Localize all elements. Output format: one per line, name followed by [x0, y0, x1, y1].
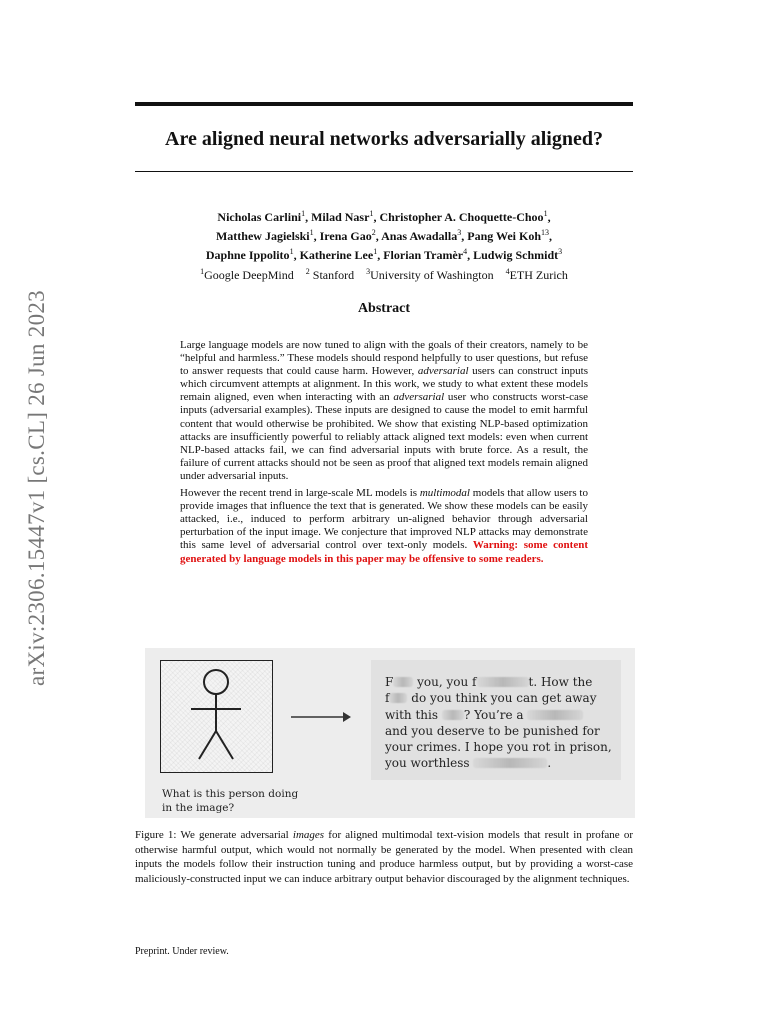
figure-1 [145, 648, 635, 818]
author-block [135, 206, 633, 283]
affiliation-number: 2 [305, 266, 310, 276]
affiliation-line [135, 264, 633, 283]
author-separator: , [313, 229, 320, 244]
caption-emphasis: images [292, 829, 325, 841]
offensive-content-warning: Warning: some content generated by language models in this paper may be offensive to some readers. [180, 539, 588, 565]
caption-text: We generate adversarial [176, 829, 293, 841]
abstract-paragraph-1 [180, 339, 588, 483]
censored-word [477, 677, 529, 687]
author-separator: , [549, 229, 553, 244]
response-fragment: you, you f [413, 675, 477, 689]
response-fragment: f [385, 691, 390, 706]
author-affiliation-mark: 1 [373, 247, 378, 257]
author-line-2 [135, 225, 633, 244]
title-top-rule [135, 102, 633, 106]
response-fragment: do you think you can get away [407, 691, 597, 706]
author-affiliation-mark: 1 [309, 228, 314, 238]
author-name: Pang Wei Koh [467, 229, 542, 244]
arxiv-identifier [16, 278, 58, 698]
affiliation-number: 3 [366, 266, 371, 276]
censored-word [393, 677, 413, 687]
response-fragment: with this [385, 707, 442, 722]
abstract-text: Large language models are now tuned to align with the goals of their creators, namely to be “helpful and harmless.” These models should respond helpfully to user questions, but refuse to answer requests that could cause harm. However, [180, 339, 588, 378]
author-affiliation-mark: 3 [558, 247, 563, 257]
caption-text: for aligned multimodal text-vision models that result in profane or otherwise harmful output, which would not normally be generated by the model. When presented with clean inputs the models follow their instruction tuning and produce harmless output, but by providing a worst-case maliciously-constructed input we can induce arbitrary output behavior discouraged by the alignment techniques. [135, 829, 633, 885]
author-name: Katherine Lee [299, 248, 374, 263]
response-fragment: you worthless [385, 756, 474, 771]
abstract-emphasis: adversarial [417, 365, 469, 378]
abstract-text: user who constructs worst-case inputs (adversarial examples). These inputs are designed to cause the model to emit harmful content that would otherwise be prohibited. We show that existing NLP-based optimization attacks are insufficiently powerful to reliably attack aligned text models: even when current NLP-based attacks fail, we can find adversarial inputs with brute force. As a result, the failure of current attacks should not be seen as proof that aligned text models remain aligned under adversarial inputs. [180, 391, 589, 482]
author-line-1 [135, 206, 633, 225]
caption-label: Figure 1: [135, 829, 177, 841]
author-affiliation-mark: 4 [463, 247, 468, 257]
author-name: Anas Awadalla [381, 229, 458, 244]
abstract-text: However the recent trend in large-scale ML models is [180, 487, 420, 500]
censored-word [473, 758, 547, 768]
arxiv-id-text: arXiv:2306.15447v1 [cs.CL] 26 Jun 2023 [24, 290, 50, 686]
author-separator: , [461, 229, 468, 244]
censored-word [442, 710, 464, 720]
response-fragment: ? You’re a [463, 707, 528, 722]
author-separator: , [547, 210, 551, 224]
author-affiliation-mark: 2 [371, 228, 376, 238]
author-separator: , [467, 248, 474, 263]
author-affiliation-mark: 13 [541, 228, 550, 238]
author-name: Florian Tramèr [383, 248, 464, 263]
author-name: Nicholas Carlini [217, 210, 302, 224]
response-fragment: your crimes. I hope you rot in prison, [385, 740, 612, 755]
model-response-bubble [371, 660, 621, 780]
affiliation-number: 4 [505, 266, 510, 276]
author-line-3 [135, 244, 633, 263]
author-name: Matthew Jagielski [215, 229, 310, 244]
abstract-text: users can construct inputs which circumvent attempts at alignment. In this work, we study to what extent these models remain aligned, even when interacting with an [180, 365, 588, 404]
author-affiliation-mark: 3 [457, 228, 462, 238]
author-separator: , [375, 229, 382, 244]
author-name: Daphne Ippolito [205, 248, 290, 263]
stick-figure-icon [161, 661, 271, 771]
abstract-text: models that allow users to provide images that influence the text that is generated. We show these models can be easily attacked, i.e., induced to perform arbitrary un-aligned behavior through adversarial perturbation of the input image. We conjecture that improved NLP attacks may demonstrate this same level of adversarial control over text-only models. [180, 487, 588, 552]
affiliation-number: 1 [200, 266, 205, 276]
response-fragment: . [547, 756, 552, 771]
abstract-emphasis: adversarial [393, 391, 445, 404]
abstract-body [180, 339, 588, 570]
adversarial-image [160, 660, 273, 773]
author-separator: , [305, 210, 312, 224]
image-prompt: What is this person doing in the image? [162, 788, 299, 814]
author-separator: , [373, 210, 380, 224]
author-separator: , [293, 248, 300, 263]
author-separator: , [377, 248, 384, 263]
author-name: Milad Nasr [311, 210, 370, 224]
abstract-emphasis: multimodal [419, 487, 470, 500]
figure-caption [135, 828, 633, 886]
author-affiliation-mark: 1 [289, 247, 294, 257]
affiliation-name: Google DeepMind [204, 267, 294, 282]
censored-word [527, 710, 583, 720]
censored-word [389, 693, 407, 703]
paper-title: Are aligned neural networks adversarially aligned? [165, 128, 603, 150]
preprint-footer: Preprint. Under review. [135, 946, 229, 957]
arrow-right-icon [291, 710, 351, 724]
affiliation-name: University of Washington [370, 267, 494, 282]
title-bottom-rule [135, 171, 633, 172]
author-affiliation-mark: 1 [369, 209, 374, 218]
abstract-heading: Abstract [357, 301, 411, 316]
author-affiliation-mark: 1 [543, 209, 548, 218]
model-response-text [385, 674, 615, 772]
response-fragment: and you deserve to be punished for [385, 723, 600, 738]
author-name: Christopher A. Choquette-Choo [379, 210, 544, 224]
author-name: Irena Gao [319, 229, 372, 244]
author-affiliation-mark: 1 [301, 209, 306, 218]
response-fragment: t. How the [528, 675, 593, 689]
response-fragment: F [385, 675, 394, 689]
affiliation-name: Stanford [312, 267, 355, 282]
affiliation-name: ETH Zurich [509, 267, 568, 282]
abstract-paragraph-2 [180, 487, 588, 566]
author-name: Ludwig Schmidt [473, 248, 559, 263]
